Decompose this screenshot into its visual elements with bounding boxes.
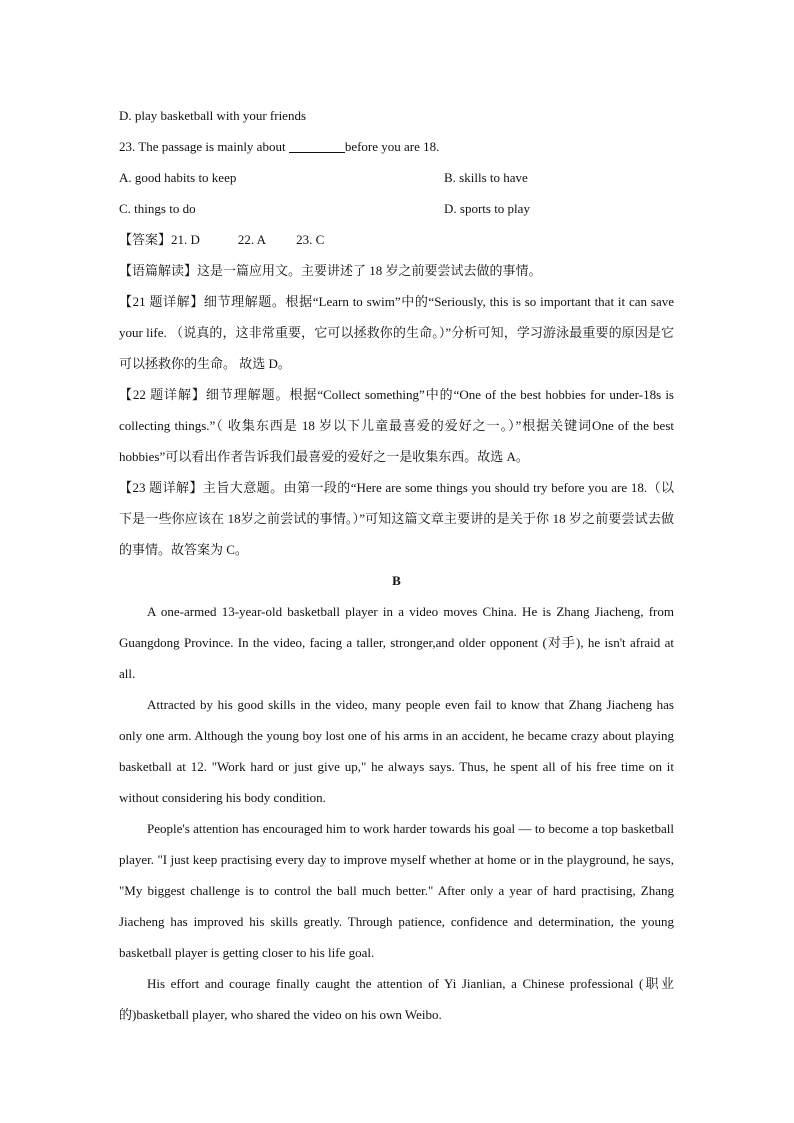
detail-22: 【22 题详解】细节理解题。根据“Collect something”中的“One of the best hobbies for under-18s is collecting things.”（ 收集东西是 18 岁以下儿童最喜爱的爱好之一。）”根据关键词One of the best hobbies”可以看出作者告诉我们最喜爱的爱好之一是收集东西。故选 A。 (119, 387, 674, 464)
passage-intro: 【语篇解读】这是一篇应用文。主要讲述了 18 岁之前要尝试去做的事情。 (119, 263, 542, 278)
question-23-text-end: before you are 18. (344, 139, 440, 154)
option-b: B. skills to have (444, 170, 528, 185)
options-row-2 (119, 193, 674, 224)
detail-21: 【21 题详解】细节理解题。根据“Learn to swim”中的“Seriously, this is so important that it can save your life. （说真的，这非常重要，它可以拯救你的生命。）”分析可知，学习游泳最重要的原因是它可以拯救你的生命。 故选 D。 (119, 294, 674, 371)
question-23-text: 23. The passage is mainly about (119, 139, 289, 154)
options-row-1 (119, 162, 674, 193)
option-d-previous: D. play basketball with your friends (119, 108, 307, 123)
answer-21: 【答案】21. D (119, 232, 200, 247)
document-content (119, 100, 674, 1030)
option-a: A. good habits to keep (119, 170, 237, 185)
answer-23: 23. C (296, 232, 325, 247)
passage-paragraph-4: His effort and courage finally caught the attention of Yi Jianlian, a Chinese professional (职业的)basketball player, who shared the video on his own Weibo. (119, 976, 674, 1022)
detail-23: 【23 题详解】主旨大意题。由第一段的“Here are some things you should try before you are 18.（以下是一些你应该在 18岁之前尝试的事情。）”可知这篇文章主要讲的是关于你 18 岁之前要尝试去做的事情。故答案为 C。 (119, 480, 674, 557)
passage-paragraph-3: People's attention has encouraged him to work harder towards his goal — to become a top basketball player. "I just keep practising every day to improve myself whether at home or in the playground, he says, "My biggest challenge is to control the ball much better." After only a year of hard practising, Zhang Jiacheng has improved his skills greatly. Through patience, confidence and determination, the young basketball player is getting closer to his life goal. (119, 821, 674, 960)
answer-22: 22. A (237, 232, 267, 247)
passage-paragraph-2: Attracted by his good skills in the video, many people even fail to know that Zhang Jiacheng has only one arm. Although the young boy lost one of his arms in an accident, he became crazy about playing basketball at 12. "Work hard or just give up," he always says. Thus, he spent all of his free time on it without considering his body condition. (119, 697, 674, 805)
answer-line (119, 224, 674, 255)
answer-blank (289, 138, 345, 153)
question-23 (119, 131, 674, 162)
section-heading-b: B (392, 573, 401, 588)
option-c: C. things to do (119, 201, 196, 216)
option-d: D. sports to play (444, 201, 530, 216)
passage-paragraph-1: A one-armed 13-year-old basketball player in a video moves China. He is Zhang Jiacheng, from Guangdong Province. In the video, facing a taller, stronger,and older opponent (对手), he isn't afraid at all. (119, 604, 674, 681)
